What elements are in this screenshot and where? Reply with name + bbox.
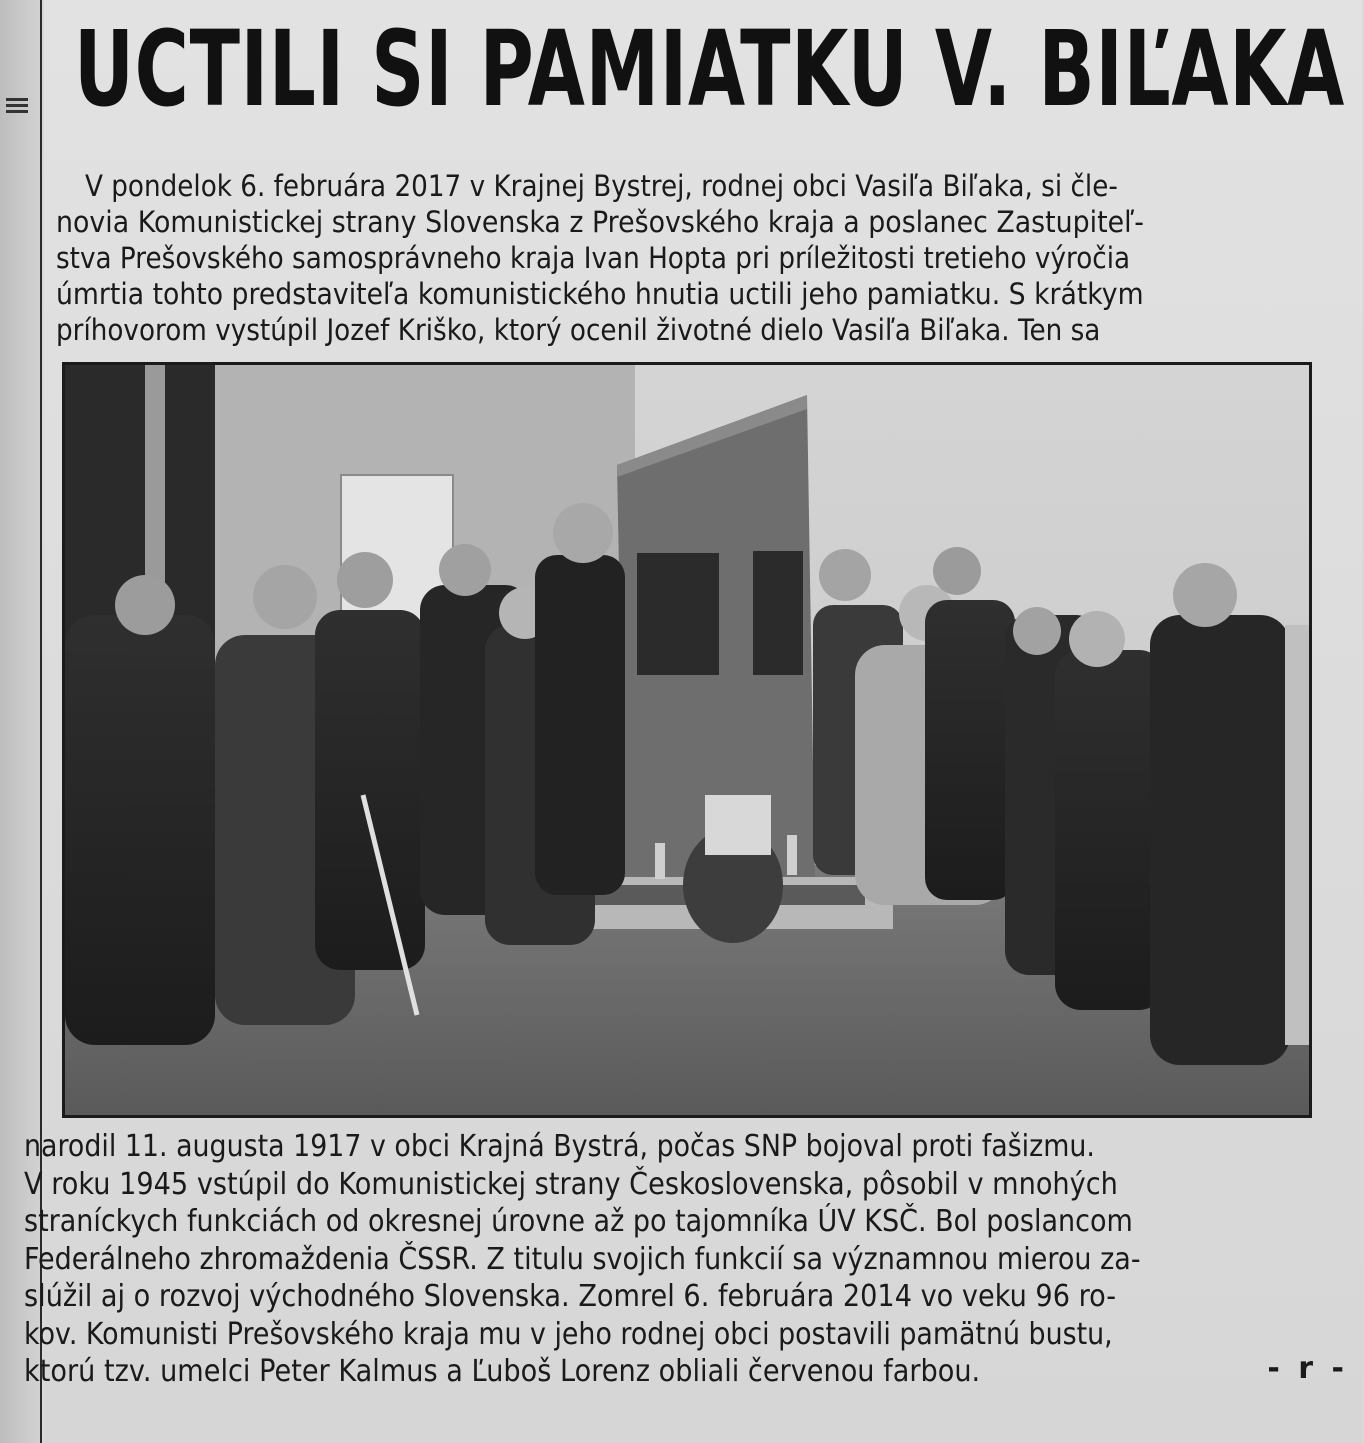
intro-line: stva Prešovského samosprávneho kraja Ivan Hopta pri príležitosti tretieho výročia bbox=[56, 241, 1131, 275]
intro-line: novia Komunistickej strany Slovenska z Prešovského kraja a poslanec Zastupiteľ- bbox=[56, 205, 1144, 239]
body-line: kov. Komunisti Prešovského kraja mu v jeho rodnej obci postavili pamätnú bustu, bbox=[24, 1316, 1113, 1352]
newspaper-article bbox=[24, 0, 1362, 1443]
article-headline: UCTILI SI PAMIATKU V. BIĽAKA bbox=[74, 8, 1345, 130]
body-line: narodil 11. augusta 1917 v obci Krajná Bystrá, počas SNP bojoval proti fašizmu. bbox=[24, 1129, 1095, 1164]
body-line: V roku 1945 vstúpil do Komunistickej strany Československa, pôsobil v mnohých bbox=[24, 1166, 1118, 1202]
author-signature: - r - bbox=[1267, 1351, 1348, 1386]
memorial-photo bbox=[62, 362, 1312, 1118]
body-line: ktorú tzv. umelci Peter Kalmus a Ľuboš Lorenz obliali červenou farbou. bbox=[24, 1354, 981, 1389]
body-line: straníckych funkciách od okresnej úrovne až po tajomníka ÚV KSČ. Bol poslancom bbox=[24, 1204, 1133, 1239]
intro-line: príhovorom vystúpil Jozef Kriško, ktorý ocenil životné dielo Vasiľa Biľaka. Ten sa bbox=[56, 313, 1101, 347]
intro-paragraph bbox=[56, 168, 1284, 348]
intro-line: V pondelok 6. februára 2017 v Krajnej Bystrej, rodnej obci Vasiľa Biľaka, si čle- bbox=[84, 169, 1118, 203]
body-line: slúžil aj o rozvoj východného Slovenska. Zomrel 6. februára 2014 vo veku 96 ro- bbox=[24, 1279, 1117, 1314]
body-paragraph bbox=[24, 1128, 1334, 1391]
intro-line: úmrtia tohto predstaviteľa komunistického hnutia uctili jeho pamiatku. S krátkym bbox=[56, 277, 1144, 311]
body-line: Federálneho zhromaždenia ČSSR. Z titulu svojich funkcií sa významnou mierou za- bbox=[24, 1241, 1141, 1277]
